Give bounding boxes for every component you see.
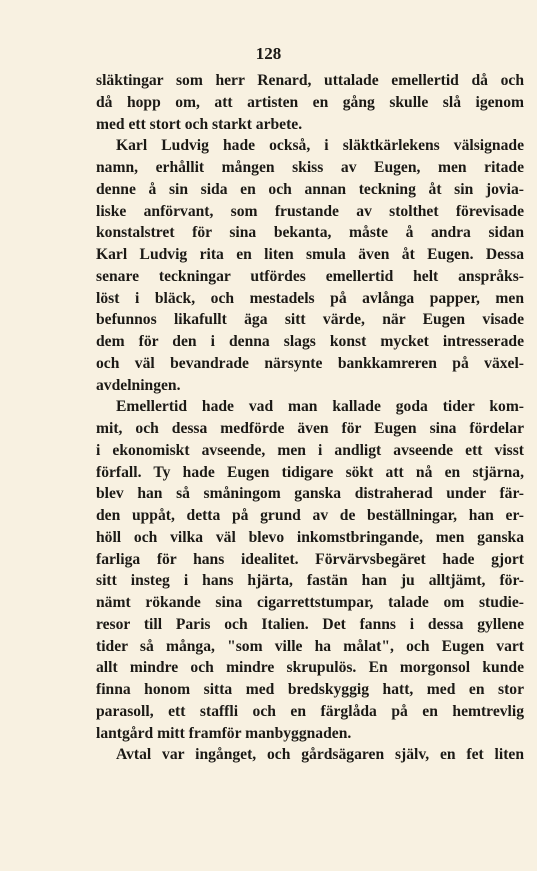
text-line: förfall. Ty hade Eugen tidigare sökt att nå en stjärna, bbox=[96, 463, 524, 481]
text-line: tider så många, "som ville ha målat", och Eugen vart bbox=[96, 637, 524, 655]
text-line: löst i bläck, och mestadels på avlånga papper, men bbox=[96, 289, 524, 307]
text-line: lantgård mitt framför manbyggnaden. bbox=[96, 724, 352, 742]
page-number: 128 bbox=[255, 44, 282, 63]
text-line: konstalstret för sina bekanta, måste å andra sidan bbox=[96, 224, 524, 242]
text-line: dem för den i denna slags konst mycket intresserade bbox=[96, 333, 524, 350]
text-line: släktingar som herr Renard, uttalade emellertid då och bbox=[96, 72, 524, 89]
text-line: parasoll, ett staffli och en färglåda på en hemtrevlig bbox=[96, 702, 524, 720]
text-line: Karl Ludvig rita en liten smula även åt Eugen. Dessa bbox=[96, 246, 524, 263]
text-line: denne å sin sida en och annan teckning åt sin jovia- bbox=[96, 180, 524, 198]
text-line: mit, och dessa medförde även för Eugen sina fördelar bbox=[96, 420, 524, 437]
text-line: avdelningen. bbox=[96, 376, 181, 394]
body-text bbox=[96, 70, 524, 766]
text-line: och väl bevandrade närsynte bankkamreren på växel- bbox=[96, 354, 524, 372]
text-line: med ett stort och starkt arbete. bbox=[96, 115, 303, 133]
text-line: farliga för hans idealitet. Förvärvsbegäret hade gjort bbox=[96, 550, 524, 568]
text-line: blev han så småningom ganska distraherad under fär- bbox=[96, 485, 524, 503]
text-line: Avtal var ingånget, och gårdsägaren själv, en fet liten bbox=[116, 746, 524, 764]
text-line: befunnos likafullt äga sitt värde, när Eugen visade bbox=[96, 311, 524, 329]
text-line: Emellertid hade vad man kallade goda tider kom- bbox=[116, 398, 524, 416]
text-line: den uppåt, detta på grund av de beställningar, han er- bbox=[96, 507, 524, 524]
text-line: Karl Ludvig hade också, i släktkärlekens välsignade bbox=[116, 137, 524, 155]
text-line: då hopp om, att artisten en gång skulle slå igenom bbox=[96, 93, 524, 111]
text-line: resor till Paris och Italien. Det fanns i dessa gyllene bbox=[96, 615, 524, 633]
text-line: i ekonomiskt avseende, men i andligt avseende ett visst bbox=[96, 441, 524, 459]
text-line: namn, erhållit mången skiss av Eugen, men ritade bbox=[96, 159, 524, 176]
text-line: liske anförvant, som frustande av stolthet förevisade bbox=[96, 202, 524, 220]
text-line: höll och vilka väl blevo inkomstbringande, men ganska bbox=[96, 528, 524, 546]
text-line: finna honom sitta med bredskyggig hatt, med en stor bbox=[96, 681, 524, 698]
text-line: sitt insteg i hans hjärta, fastän han ju alltjämt, för- bbox=[96, 572, 524, 590]
text-line: allt mindre och mindre skrupulös. En morgonsol kunde bbox=[96, 659, 524, 677]
text-line: senare teckningar utfördes emellertid helt anspråks- bbox=[96, 267, 524, 285]
text-line: nämt rökande sina cigarrettstumpar, talade om studie- bbox=[96, 594, 524, 611]
